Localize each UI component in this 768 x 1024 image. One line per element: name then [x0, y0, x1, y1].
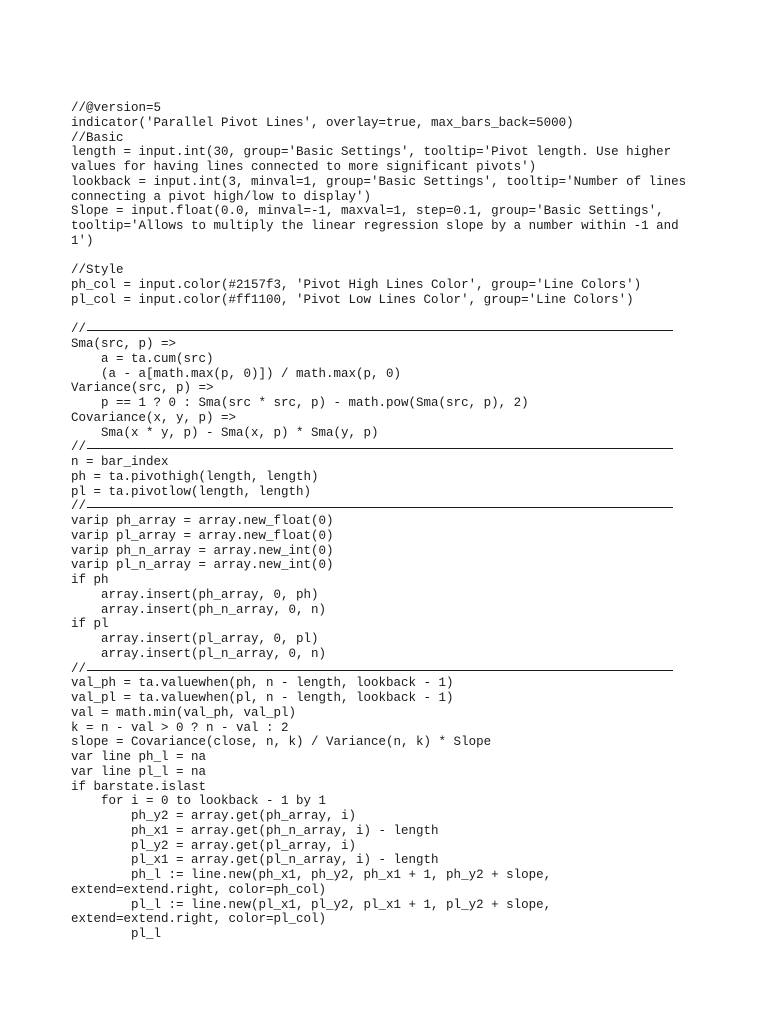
code-line: varip pl_array = array.new_float(0): [71, 528, 334, 543]
divider-comment: //: [71, 499, 87, 514]
code-line: for i = 0 to lookback - 1 by 1: [71, 794, 327, 809]
code-line: values for having lines connected to more significant pivots'): [71, 160, 537, 174]
code-line: if barstate.islast: [71, 779, 207, 794]
code-line: ph_col = input.color(#2157f3, 'Pivot High Lines Color', group='Line Colors'): [71, 278, 642, 292]
code-line: Sma(src, p) =>: [71, 337, 177, 351]
code-line: pl_col = input.color(#ff1100, 'Pivot Low Lines Color', group='Line Colors'): [71, 292, 634, 307]
code-line: extend=extend.right, color=ph_col): [71, 882, 327, 897]
code-line: //Basic: [71, 130, 124, 145]
code-line: //Style: [71, 263, 124, 278]
code-line: array.insert(pl_array, 0, pl): [71, 632, 319, 646]
code-line: k = n - val > 0 ? n - val : 2: [71, 720, 289, 735]
divider-rule: [87, 670, 673, 671]
code-line: Covariance(x, y, p) =>: [71, 410, 237, 425]
code-line: (a - a[math.max(p, 0)]) / math.max(p, 0): [71, 366, 402, 381]
code-line: 1'): [71, 233, 94, 248]
divider-rule: [87, 507, 673, 508]
section-divider-line: [71, 499, 711, 514]
code-line: pl_x1 = array.get(pl_n_array, i) - length: [71, 853, 439, 868]
divider-comment: //: [71, 661, 87, 676]
code-line: ph_y2 = array.get(ph_array, i): [71, 809, 357, 823]
code-line: n = bar_index: [71, 455, 169, 469]
code-line: length = input.int(30, group='Basic Settings', tooltip='Pivot length. Use higher: [71, 145, 672, 160]
code-line: extend=extend.right, color=pl_col): [71, 912, 327, 927]
code-line: pl_l: [71, 927, 162, 941]
code-block: [71, 101, 711, 942]
code-line: varip ph_n_array = array.new_int(0): [71, 543, 334, 558]
code-line: varip ph_array = array.new_float(0): [71, 514, 334, 528]
code-line: array.insert(ph_array, 0, ph): [71, 587, 319, 602]
section-divider-line: [71, 322, 711, 337]
code-line: tooltip='Allows to multiply the linear regression slope by a number within -1 and: [71, 219, 679, 233]
code-line: var line ph_l = na: [71, 750, 207, 764]
blank-line: [71, 308, 711, 323]
code-line: Slope = input.float(0.0, minval=-1, maxval=1, step=0.1, group='Basic Settings',: [71, 204, 664, 219]
divider-rule: [87, 448, 673, 449]
code-line: a = ta.cum(src): [71, 351, 214, 366]
code-line: lookback = input.int(3, minval=1, group='Basic Settings', tooltip='Number of lines: [71, 174, 687, 189]
code-line: varip pl_n_array = array.new_int(0): [71, 558, 334, 573]
code-line: array.insert(ph_n_array, 0, n): [71, 602, 327, 617]
divider-comment: //: [71, 440, 87, 455]
section-divider-line: [71, 440, 711, 455]
divider-comment: //: [71, 322, 87, 337]
code-line: array.insert(pl_n_array, 0, n): [71, 646, 327, 661]
code-line: if pl: [71, 617, 109, 632]
code-line: ph = ta.pivothigh(length, length): [71, 469, 319, 484]
code-line: pl_y2 = array.get(pl_array, i): [71, 838, 357, 853]
code-line: pl_l := line.new(pl_x1, pl_y2, pl_x1 + 1, pl_y2 + slope,: [71, 897, 552, 912]
code-line: val_ph = ta.valuewhen(ph, n - length, lookback - 1): [71, 676, 454, 691]
divider-rule: [87, 330, 673, 331]
code-line: //@version=5: [71, 101, 162, 115]
code-line: slope = Covariance(close, n, k) / Variance(n, k) * Slope: [71, 735, 492, 750]
code-line: indicator('Parallel Pivot Lines', overlay=true, max_bars_back=5000): [71, 115, 574, 130]
code-line: if ph: [71, 573, 109, 587]
code-line: p == 1 ? 0 : Sma(src * src, p) - math.pow(Sma(src, p), 2): [71, 396, 529, 410]
code-line: Sma(x * y, p) - Sma(x, p) * Sma(y, p): [71, 425, 379, 440]
code-line: pl = ta.pivotlow(length, length): [71, 484, 312, 499]
code-line: ph_x1 = array.get(ph_n_array, i) - length: [71, 823, 439, 838]
code-line: connecting a pivot high/low to display'): [71, 189, 372, 204]
code-line: Variance(src, p) =>: [71, 381, 214, 396]
code-line: val = math.min(val_ph, val_pl): [71, 705, 297, 720]
code-line: var line pl_l = na: [71, 764, 207, 779]
code-line: ph_l := line.new(ph_x1, ph_y2, ph_x1 + 1, ph_y2 + slope,: [71, 868, 552, 882]
code-line: val_pl = ta.valuewhen(pl, n - length, lookback - 1): [71, 691, 454, 705]
section-divider-line: [71, 662, 711, 677]
blank-line: [71, 249, 711, 264]
